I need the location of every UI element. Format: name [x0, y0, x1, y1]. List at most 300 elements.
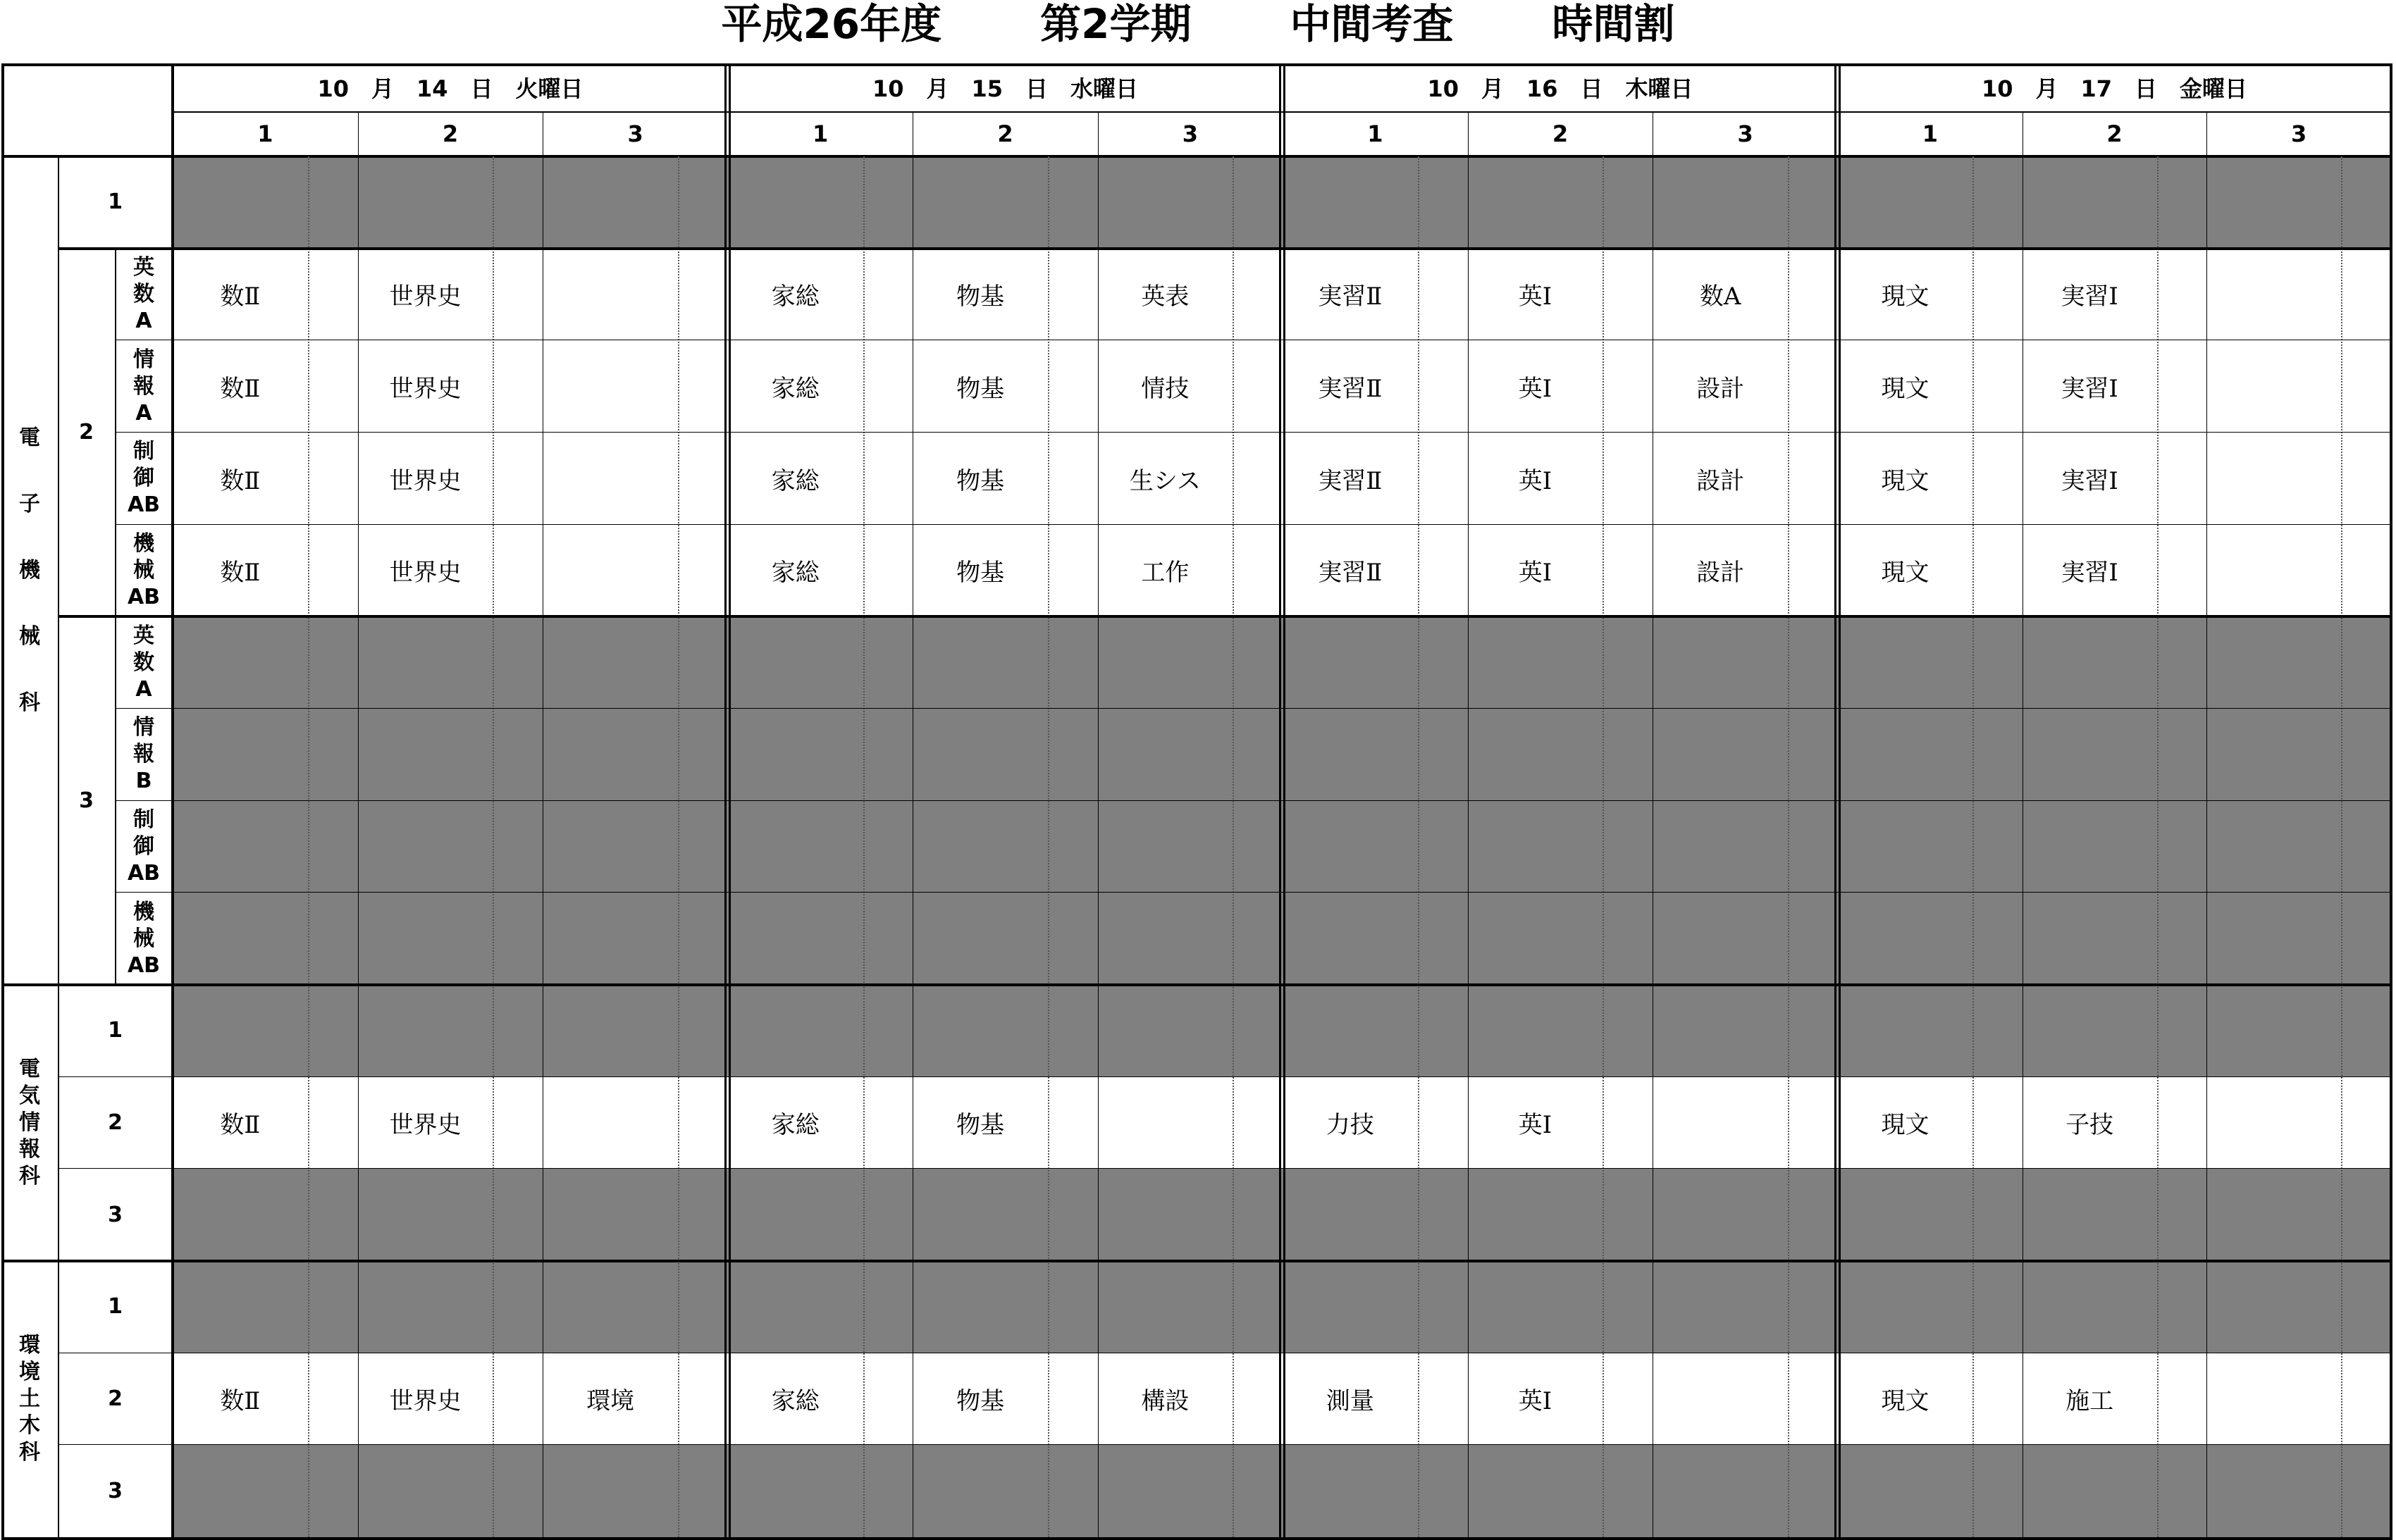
course-char: 情	[133, 347, 154, 372]
row-line	[58, 1168, 2391, 1169]
subject-cell	[543, 801, 678, 893]
subject-cell	[173, 1169, 308, 1261]
frame-right	[2390, 63, 2392, 1540]
period-line	[1098, 111, 1099, 1537]
subject-cell	[2206, 616, 2341, 709]
department-char: 子	[19, 492, 40, 516]
subject-cell	[1283, 1261, 1418, 1353]
subject-cell	[2206, 1261, 2341, 1353]
subject-cell: 実習Ⅱ	[1318, 282, 1383, 311]
department-char: 境	[19, 1360, 40, 1384]
subject-cell	[543, 1077, 678, 1169]
period-header: 2	[442, 120, 459, 147]
title-year: 平成26年度	[721, 0, 942, 48]
subject-cell	[728, 1445, 863, 1537]
course-char: 情	[133, 715, 154, 740]
grade-label: 3	[108, 1202, 123, 1227]
subject-cell	[358, 709, 493, 801]
grade-label: 1	[108, 1294, 123, 1319]
course-char: 英	[133, 623, 154, 648]
subject-cell: 物基	[956, 466, 1005, 495]
day-header: 10 月 15 日 水曜日	[872, 75, 1139, 102]
dotted-line	[863, 156, 865, 1537]
department-char: 機	[19, 558, 40, 583]
subject-cell	[2206, 433, 2341, 525]
course-name	[133, 347, 154, 427]
course-label	[115, 893, 173, 985]
course-char: 御	[133, 466, 154, 491]
subject-cell: 数Ⅱ	[220, 1387, 261, 1416]
subject-cell: 物基	[956, 282, 1005, 311]
subject-cell	[1468, 156, 1603, 249]
grade-label: 3	[108, 1478, 123, 1503]
subject-cell: 物基	[956, 375, 1005, 404]
subject-cell: 実習Ⅰ	[2061, 466, 2118, 495]
subject-cell	[1653, 1077, 1788, 1169]
subject-cell	[1098, 709, 1233, 801]
subject-cell	[728, 985, 863, 1077]
course-col-line	[115, 801, 116, 893]
course-char: 英	[133, 254, 154, 280]
subject-cell: 家総	[771, 282, 820, 311]
subject-cell	[543, 616, 678, 709]
department-label	[1, 1261, 58, 1537]
subject-cell	[1098, 616, 1233, 709]
subject-cell	[543, 709, 678, 801]
dotted-line	[493, 156, 494, 1537]
title-doc: 時間割	[1552, 0, 1675, 48]
subject-cell: 英Ⅰ	[1518, 1387, 1552, 1416]
subject-cell	[913, 156, 1048, 249]
title-exam: 中間考査	[1290, 0, 1454, 48]
subject-cell	[1653, 616, 1788, 709]
subject-cell	[1468, 1169, 1603, 1261]
period-header: 1	[257, 120, 273, 147]
subject-cell	[1838, 1445, 1972, 1537]
subject-cell: 世界史	[389, 1387, 462, 1416]
subject-cell: 家総	[771, 559, 820, 588]
subject-cell	[2206, 1077, 2341, 1169]
subject-cell	[358, 1445, 493, 1537]
course-name	[133, 623, 154, 703]
subject-cell	[913, 709, 1048, 801]
dotted-line	[1233, 156, 1234, 1537]
day-header: 10 月 14 日 火曜日	[317, 75, 583, 102]
course-name	[128, 530, 160, 611]
subject-cell	[543, 1445, 678, 1537]
subject-cell	[1838, 616, 1972, 709]
course-char: 機	[133, 530, 154, 556]
department-name	[19, 1056, 40, 1190]
subject-cell	[913, 616, 1048, 709]
subject-cell	[1838, 1261, 1972, 1353]
subject-cell: 英Ⅰ	[1518, 466, 1552, 495]
subject-cell	[2206, 893, 2341, 985]
subject-cell	[913, 985, 1048, 1077]
day-header: 10 月 16 日 木曜日	[1427, 75, 1693, 102]
subject-cell	[1283, 156, 1418, 249]
subject-cell	[543, 249, 678, 341]
subject-cell	[1653, 985, 1788, 1077]
subject-cell	[173, 709, 308, 801]
subject-cell: 実習Ⅱ	[1318, 375, 1383, 404]
subject-cell	[2023, 616, 2157, 709]
subject-cell	[2023, 985, 2157, 1077]
subject-cell	[728, 616, 863, 709]
subject-cell	[543, 1261, 678, 1353]
course-col-line	[115, 893, 116, 985]
period-header: 1	[813, 120, 829, 147]
row-line	[58, 247, 2391, 250]
subject-cell: 数Ⅱ	[220, 559, 261, 588]
subject-cell	[1283, 893, 1418, 985]
subject-cell: 実習Ⅰ	[2061, 375, 2118, 404]
subject-cell: 現文	[1881, 1387, 1929, 1416]
period-header: 2	[2106, 120, 2123, 147]
subject-cell	[1468, 616, 1603, 709]
subject-cell: 英Ⅰ	[1518, 1111, 1552, 1140]
subject-cell: 物基	[956, 559, 1005, 588]
dept-col-line	[58, 156, 59, 1537]
subject-cell	[728, 156, 863, 249]
course-label	[115, 709, 173, 801]
course-char: 数	[133, 281, 154, 306]
subject-cell	[728, 801, 863, 893]
grade-label: 2	[108, 1386, 123, 1411]
subject-cell: 家総	[771, 1387, 820, 1416]
subject-cell	[358, 893, 493, 985]
period-header: 3	[1182, 120, 1198, 147]
dotted-line	[1972, 156, 1974, 1537]
grade-label: 2	[108, 1110, 123, 1135]
subject-cell	[2206, 525, 2341, 617]
course-name	[128, 899, 160, 979]
subject-cell	[1653, 156, 1788, 249]
subject-cell	[173, 1445, 308, 1537]
subject-cell: 数A	[1699, 282, 1741, 311]
subject-cell	[1653, 1261, 1788, 1353]
subject-cell: 設計	[1696, 466, 1745, 495]
course-col-line	[115, 709, 116, 801]
subject-cell	[1283, 616, 1418, 709]
period-header: 2	[1552, 120, 1569, 147]
subject-cell: 工作	[1141, 559, 1190, 588]
subject-cell	[173, 1261, 308, 1353]
subject-cell: 現文	[1881, 1111, 1929, 1140]
subject-cell	[2206, 1169, 2341, 1261]
department-char: 土	[19, 1386, 40, 1411]
subject-cell	[173, 985, 308, 1077]
subject-cell	[913, 1445, 1048, 1537]
subject-cell: 物基	[956, 1387, 1005, 1416]
course-char: A	[135, 308, 152, 333]
course-name	[128, 807, 160, 887]
body-top-line	[1, 155, 2391, 158]
course-label	[115, 801, 173, 893]
subject-cell: 世界史	[389, 375, 462, 404]
subject-cell	[1098, 1169, 1233, 1261]
subject-cell	[1283, 1445, 1418, 1537]
grade-label: 1	[108, 190, 123, 215]
subject-cell: 英Ⅰ	[1518, 375, 1552, 404]
subject-cell	[1283, 985, 1418, 1077]
period-header: 2	[997, 120, 1013, 147]
course-label	[115, 249, 173, 341]
subject-cell	[2206, 249, 2341, 341]
subject-cell: 現文	[1881, 559, 1929, 588]
subject-cell	[728, 1169, 863, 1261]
period-header: 1	[1367, 120, 1383, 147]
frame-bottom	[1, 1537, 2391, 1540]
course-char: 械	[133, 557, 154, 583]
subject-cell	[543, 433, 678, 525]
course-label	[115, 525, 173, 617]
course-col-line	[115, 340, 116, 433]
subject-cell: 数Ⅱ	[220, 1111, 261, 1140]
course-char: 制	[133, 439, 154, 464]
subject-cell: 施工	[2065, 1387, 2114, 1416]
department-char: 科	[19, 690, 40, 715]
subject-cell	[1098, 893, 1233, 985]
dotted-line	[1603, 156, 1604, 1537]
row-line	[115, 524, 2391, 525]
subject-cell	[2206, 1445, 2341, 1537]
subject-cell	[358, 1169, 493, 1261]
department-char: 気	[19, 1083, 40, 1108]
course-char: AB	[127, 492, 161, 518]
subject-cell	[543, 985, 678, 1077]
subject-cell: 子技	[2065, 1111, 2114, 1140]
row-line	[58, 1444, 2391, 1445]
subject-cell	[913, 1261, 1048, 1353]
dotted-line	[308, 156, 309, 1537]
course-char: 御	[133, 833, 154, 859]
subject-cell	[358, 616, 493, 709]
subject-cell	[543, 525, 678, 617]
subject-cell: 数Ⅱ	[220, 466, 261, 495]
department-char: 報	[19, 1137, 40, 1162]
row-line	[1, 983, 2391, 986]
subject-cell: 数Ⅱ	[220, 282, 261, 311]
subject-cell: 設計	[1696, 375, 1745, 404]
subject-cell	[1653, 1445, 1788, 1537]
subject-cell: 実習Ⅰ	[2061, 559, 2118, 588]
course-col-line	[115, 249, 116, 341]
subject-cell	[2206, 709, 2341, 801]
row-line	[115, 708, 2391, 709]
subject-cell: 世界史	[389, 559, 462, 588]
subject-cell: 設計	[1696, 559, 1745, 588]
subject-cell: 実習Ⅱ	[1318, 466, 1383, 495]
subject-cell	[1838, 1169, 1972, 1261]
row-line	[115, 800, 2391, 801]
course-char: AB	[127, 584, 161, 609]
subject-cell	[543, 340, 678, 433]
subject-cell	[728, 709, 863, 801]
subject-cell	[1468, 1445, 1603, 1537]
course-name	[128, 438, 160, 518]
subject-cell	[1838, 893, 1972, 985]
department-label	[1, 156, 58, 985]
subject-cell	[2023, 1445, 2157, 1537]
subject-cell: 英Ⅰ	[1518, 282, 1552, 311]
period-header: 3	[2291, 120, 2307, 147]
header-line	[173, 111, 2391, 113]
grade-label: 1	[108, 1018, 123, 1043]
department-char: 電	[19, 1057, 40, 1081]
row-line	[1, 1260, 2391, 1262]
subject-cell	[1653, 709, 1788, 801]
course-char: B	[135, 769, 152, 794]
subject-cell: 生シス	[1129, 466, 1201, 495]
course-col-line	[115, 616, 116, 709]
dotted-line	[1788, 156, 1789, 1537]
subject-cell	[1838, 985, 1972, 1077]
subject-cell	[728, 893, 863, 985]
department-char: 情	[19, 1110, 40, 1135]
dotted-line	[678, 156, 679, 1537]
course-char: 制	[133, 807, 154, 832]
course-char: 報	[133, 373, 154, 399]
period-header: 1	[1922, 120, 1938, 147]
dotted-line	[2157, 156, 2159, 1537]
subject-cell	[173, 801, 308, 893]
subject-cell	[1283, 1169, 1418, 1261]
subject-cell	[1653, 893, 1788, 985]
subject-cell	[1838, 156, 1972, 249]
subject-cell: 実習Ⅱ	[1318, 559, 1383, 588]
course-char: 機	[133, 899, 154, 924]
subject-cell	[358, 801, 493, 893]
subject-cell	[1653, 801, 1788, 893]
subject-cell: 世界史	[389, 282, 462, 311]
course-char: 数	[133, 650, 154, 675]
period-line	[358, 111, 359, 1537]
subject-cell: 家総	[771, 466, 820, 495]
subject-cell	[358, 985, 493, 1077]
subject-cell	[1098, 985, 1233, 1077]
subject-cell: 英表	[1141, 282, 1190, 311]
row-line	[115, 892, 2391, 893]
subject-cell	[1468, 985, 1603, 1077]
subject-cell: 現文	[1881, 282, 1929, 311]
course-char: AB	[127, 952, 161, 978]
subject-cell: 家総	[771, 1111, 820, 1140]
subject-cell	[1468, 709, 1603, 801]
subject-cell	[2206, 340, 2341, 433]
subject-cell: 物基	[956, 1111, 1005, 1140]
department-char: 木	[19, 1413, 40, 1438]
subject-cell	[2206, 801, 2341, 893]
subject-cell	[1098, 1261, 1233, 1353]
subject-cell	[2206, 156, 2341, 249]
subject-cell	[173, 156, 308, 249]
period-line	[1468, 111, 1469, 1537]
period-header: 3	[1737, 120, 1753, 147]
subject-cell	[728, 1261, 863, 1353]
course-label	[115, 340, 173, 433]
subject-cell: 数Ⅱ	[220, 375, 261, 404]
department-name	[19, 405, 40, 736]
course-char: 械	[133, 926, 154, 951]
subject-cell	[1098, 801, 1233, 893]
subject-cell	[2023, 709, 2157, 801]
subject-cell	[2206, 1353, 2341, 1446]
department-char: 械	[19, 624, 40, 649]
subject-cell: 現文	[1881, 375, 1929, 404]
subject-cell	[1098, 1445, 1233, 1537]
subject-cell: 力技	[1326, 1111, 1374, 1140]
subject-cell	[2206, 985, 2341, 1077]
dotted-line	[1418, 156, 1419, 1537]
subject-cell: 世界史	[389, 1111, 462, 1140]
department-char: 科	[19, 1440, 40, 1465]
period-header: 3	[627, 120, 643, 147]
subject-cell	[1838, 709, 1972, 801]
title-term: 第2学期	[1040, 0, 1192, 48]
subject-cell: 測量	[1326, 1387, 1374, 1416]
subject-cell	[2023, 801, 2157, 893]
subject-cell	[543, 156, 678, 249]
department-name	[19, 1332, 40, 1466]
subject-cell	[913, 1169, 1048, 1261]
department-char: 環	[19, 1333, 40, 1358]
course-name	[133, 714, 154, 795]
subject-cell: 世界史	[389, 466, 462, 495]
course-col-line	[115, 433, 116, 525]
subject-cell: 環境	[586, 1387, 635, 1416]
subject-cell	[543, 893, 678, 985]
row-line	[58, 615, 2391, 618]
subject-cell: 情技	[1141, 375, 1190, 404]
course-char: AB	[127, 860, 161, 886]
grade-label: 3	[79, 788, 94, 813]
course-char: A	[135, 400, 152, 426]
subject-cell	[173, 893, 308, 985]
subject-cell	[913, 801, 1048, 893]
department-char: 科	[19, 1164, 40, 1188]
subject-cell: 実習Ⅰ	[2061, 282, 2118, 311]
period-line	[2206, 111, 2207, 1537]
subject-cell: 構設	[1141, 1387, 1190, 1416]
course-char: A	[135, 676, 152, 702]
department-label	[1, 985, 58, 1261]
subject-cell	[2023, 156, 2157, 249]
subject-cell	[543, 1169, 678, 1261]
subject-cell	[1653, 1169, 1788, 1261]
subject-cell: 英Ⅰ	[1518, 559, 1552, 588]
subject-cell: 家総	[771, 375, 820, 404]
course-char: 報	[133, 742, 154, 767]
row-line	[115, 432, 2391, 433]
subject-cell	[1283, 801, 1418, 893]
subject-cell	[1098, 156, 1233, 249]
dotted-line	[1048, 156, 1049, 1537]
subject-cell	[358, 156, 493, 249]
course-label	[115, 433, 173, 525]
subject-cell: 現文	[1881, 466, 1929, 495]
course-col-line	[115, 525, 116, 617]
day-header: 10 月 17 日 金曜日	[1981, 75, 2248, 102]
frame-left	[1, 63, 4, 1540]
row-line	[58, 1076, 2391, 1077]
subject-cell	[1468, 801, 1603, 893]
subject-cell	[1468, 1261, 1603, 1353]
subject-cell	[1653, 1353, 1788, 1446]
frame-top	[1, 63, 2391, 66]
subject-cell	[1283, 709, 1418, 801]
subject-cell	[2023, 893, 2157, 985]
